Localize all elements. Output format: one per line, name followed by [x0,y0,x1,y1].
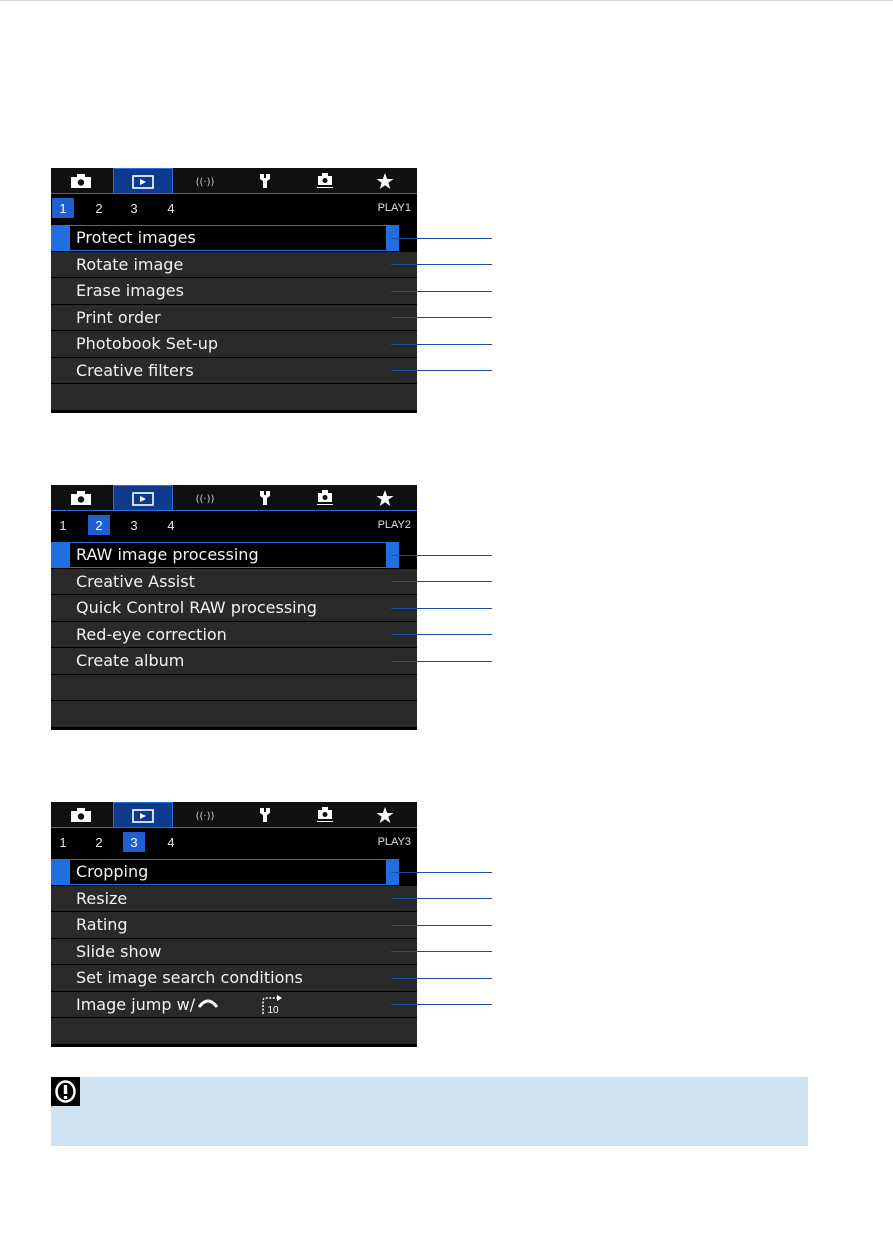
menu-list [51,859,417,1045]
callout-line [391,1004,492,1005]
menu-item-label: Creative filters [76,360,194,380]
callout-line [391,555,492,556]
menu-item-label: Set image search conditions [76,968,303,987]
menu-item-cropping[interactable] [51,859,417,886]
tab-custom[interactable] [295,168,355,194]
svg-text:((·)): ((·)) [195,494,215,505]
page-3[interactable]: 3 [130,200,138,216]
menu-list [51,225,417,411]
tab-shooting[interactable] [51,485,111,511]
callout-line [391,898,492,899]
page-4[interactable]: 4 [167,517,175,533]
page-name: PLAY1 [377,202,411,214]
menu-screen-play2 [51,485,417,730]
tab-mymenu[interactable] [355,802,415,828]
tab-wireless[interactable] [175,168,235,194]
callout-line [391,661,492,662]
callout-line [391,951,492,952]
page-1[interactable]: 1 [59,834,67,850]
svg-text:((·)): ((·)) [195,811,215,822]
selection-marker [51,542,69,568]
tab-custom[interactable] [295,802,355,828]
callout-line [391,264,492,265]
menu-item-label: Photobook Set-up [76,334,219,353]
tab-playback[interactable] [113,168,173,194]
tab-setup[interactable] [235,485,295,511]
menu-item-photobook-setup[interactable] [51,331,417,358]
callout-line [391,925,492,926]
callout-line [391,634,492,635]
menu-item-label: Protect images [76,228,196,247]
page-2[interactable]: 2 [95,834,103,850]
menu-item-label: Resize [76,888,128,908]
wrench-icon [258,807,272,823]
tab-wireless[interactable] [175,802,235,828]
tab-setup[interactable] [235,168,295,194]
menu-item-empty [51,384,417,411]
camera-icon [71,491,91,505]
menu-item-label: Rotate image [76,254,184,274]
menu-item-creative-filters[interactable] [51,358,417,385]
menu-item-label: Creative Assist [76,571,195,591]
selection-marker [51,225,69,251]
page-selector [51,828,417,856]
wrench-icon [258,173,272,189]
menu-list [51,542,417,728]
playback-icon [132,175,154,189]
callout-line [391,344,492,345]
menu-item-label: Erase images [76,281,184,300]
tab-shooting[interactable] [51,168,111,194]
menu-item-empty [51,1018,417,1045]
custom-icon [315,173,335,189]
callout-line [391,370,492,371]
page-selector [51,194,417,222]
page-3[interactable]: 3 [123,832,145,852]
menu-item-quick-control-raw[interactable] [51,595,417,622]
playback-icon [132,492,154,506]
page-4[interactable]: 4 [167,834,175,850]
camera-icon [71,174,91,188]
tab-mymenu[interactable] [355,168,415,194]
svg-text:10: 10 [267,1004,279,1015]
jump-10-images-icon [260,995,284,1015]
callout-line [391,317,492,318]
custom-icon [315,807,335,823]
menu-item-empty [51,701,417,728]
tab-playback[interactable] [113,802,173,828]
tab-setup[interactable] [235,802,295,828]
camera-icon [71,808,91,822]
star-icon [376,807,394,824]
menu-item-raw-image-processing[interactable] [51,542,417,569]
menu-item-label: Quick Control RAW processing [76,598,317,617]
custom-icon [315,490,335,506]
callout-line [391,978,492,979]
tab-bar [51,802,417,828]
svg-text:((·)): ((·)) [195,177,215,188]
caution-box [51,1077,808,1146]
callout-line [391,872,492,873]
main-dial-icon [198,998,218,1008]
menu-item-erase-images[interactable] [51,278,417,305]
page-2[interactable]: 2 [88,515,110,535]
menu-item-label: Cropping [76,862,149,881]
callout-line [391,608,492,609]
menu-item-slide-show[interactable] [51,939,417,966]
menu-item-image-jump[interactable] [51,992,417,1019]
tab-shooting[interactable] [51,802,111,828]
menu-item-image-search-conditions[interactable] [51,965,417,992]
menu-item-red-eye-correction[interactable] [51,622,417,649]
menu-screen-play1 [51,168,417,413]
menu-item-rating[interactable] [51,912,417,939]
menu-item-rotate-image[interactable] [51,252,417,279]
wireless-icon [194,174,216,188]
wrench-icon [258,490,272,506]
star-icon [376,173,394,190]
wireless-icon [194,491,216,505]
menu-item-label: Print order [76,307,161,327]
page-name: PLAY3 [377,836,411,848]
callout-line [391,581,492,582]
tab-mymenu[interactable] [355,485,415,511]
callout-line [391,238,492,239]
page-1[interactable]: 1 [52,198,74,218]
caution-icon [51,1077,80,1106]
callout-line [391,291,492,292]
playback-icon [132,809,154,823]
menu-item-creative-assist[interactable] [51,569,417,596]
menu-item-label: RAW image processing [76,545,259,564]
menu-screen-play3 [51,802,417,1047]
wireless-icon [194,808,216,822]
selection-marker [51,859,69,885]
tab-bar [51,168,417,194]
tab-bar [51,485,417,511]
page-1[interactable]: 1 [59,517,67,533]
menu-item-protect-images[interactable] [51,225,417,252]
menu-item-empty [51,675,417,702]
top-rule [0,0,893,1]
menu-item-resize[interactable] [51,886,417,913]
menu-item-print-order[interactable] [51,305,417,332]
tab-playback[interactable] [113,485,173,511]
page-4[interactable]: 4 [167,200,175,216]
menu-item-label: Slide show [76,941,162,961]
tab-wireless[interactable] [175,485,235,511]
page-selector [51,511,417,539]
menu-item-label: Rating [76,915,128,934]
star-icon [376,490,394,507]
menu-item-label: Create album [76,651,185,670]
page-2[interactable]: 2 [95,200,103,216]
page-3[interactable]: 3 [130,517,138,533]
menu-item-label: Image jump w/ [76,994,196,1014]
menu-item-label: Red-eye correction [76,624,227,644]
page-name: PLAY2 [377,519,411,531]
tab-custom[interactable] [295,485,355,511]
menu-item-create-album[interactable] [51,648,417,675]
